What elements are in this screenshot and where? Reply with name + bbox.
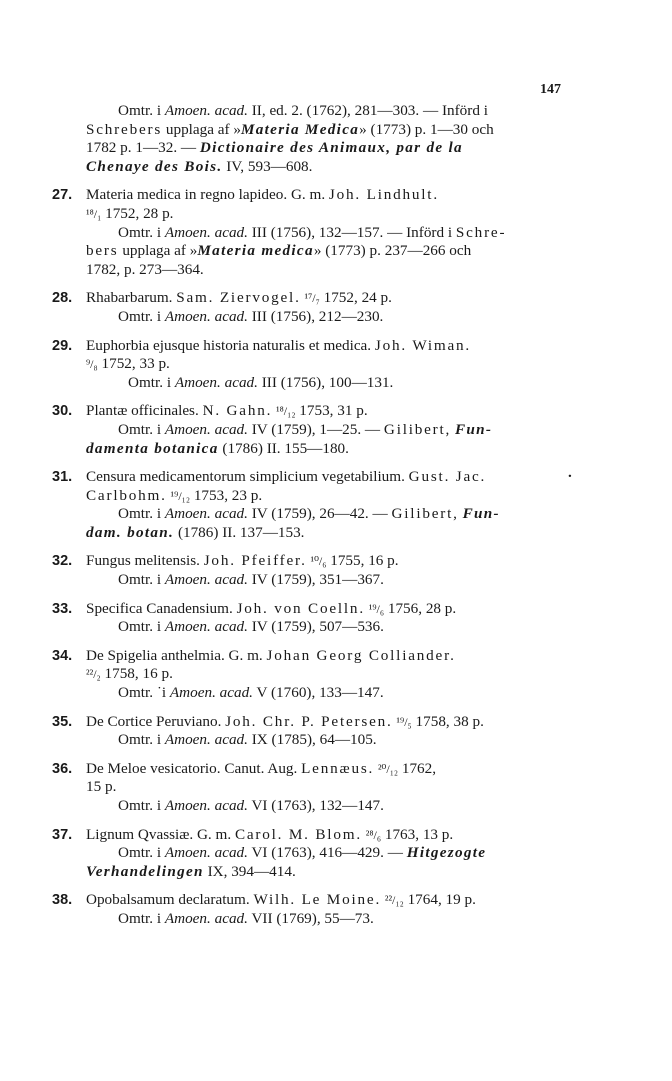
text-run: upplaga af » xyxy=(162,120,241,138)
text-run: Omtr. i xyxy=(118,618,165,636)
list-item xyxy=(52,826,587,882)
text-run: Amoen. acad. xyxy=(164,223,248,241)
text-run: Schre- xyxy=(455,223,507,241)
text-run: VI (1763), 416—429. — xyxy=(247,844,407,862)
text-run: 1763, 13 p. xyxy=(381,825,454,843)
text-run: 1756, 28 p. xyxy=(384,599,457,617)
text-run: Gust. Jac. xyxy=(408,468,487,486)
text-run: III (1756), 212—230. xyxy=(247,307,384,325)
entry-line xyxy=(86,684,587,703)
text-run: Omtr. i xyxy=(118,505,165,523)
text-run: Materia Medica xyxy=(240,120,360,138)
entry-line xyxy=(86,468,587,487)
text-run: Amoen. acad. xyxy=(164,909,248,927)
text-run: ¹⁰/₆ xyxy=(310,554,327,569)
entry-line xyxy=(86,891,587,910)
text-run: IV (1759), 507—536. xyxy=(247,618,384,636)
text-run: ²⁸/₆ xyxy=(365,827,382,842)
entry-line xyxy=(86,205,587,224)
text-run: III (1756), 132—157. — Införd i xyxy=(247,223,456,241)
text-run: Johan Georg Colliander. xyxy=(266,646,456,664)
entry-line xyxy=(86,524,587,543)
text-run: De Cortice Peruviano. xyxy=(86,712,226,730)
list-item xyxy=(52,468,587,542)
text-run: 1755, 16 p. xyxy=(326,552,399,570)
text-run: 1752, 28 p. xyxy=(101,204,174,222)
text-run: Omtr. i xyxy=(118,844,165,862)
text-run: Dictionaire des Animaux, par de la xyxy=(199,139,463,157)
entry-line xyxy=(86,355,587,374)
list-item xyxy=(52,891,587,928)
text-run: VI (1763), 132—147. xyxy=(247,797,384,814)
text-run: Joh. von Coelln. xyxy=(236,599,365,617)
text-run: ¹⁸/₁₂ xyxy=(276,404,296,419)
text-run: Fun- xyxy=(454,420,493,438)
text-run: Joh. Chr. P. Petersen. xyxy=(225,712,393,730)
text-run: ¹⁸/₁ xyxy=(86,206,102,221)
text-run: Euphorbia ejusque historia naturalis et medica. xyxy=(86,336,375,354)
entry-line xyxy=(86,261,587,280)
list-item xyxy=(52,647,587,703)
list-item xyxy=(52,552,587,589)
text-run: Censura medicamentorum simplicium vegetabilium. xyxy=(86,468,409,486)
text-run: 15 p. xyxy=(86,778,117,796)
list-item xyxy=(52,337,587,393)
text-run: ²⁰/₁₂ xyxy=(377,761,399,776)
text-run: Fungus melitensis. xyxy=(86,552,204,570)
text-run: Amoen. acad. xyxy=(164,307,248,325)
list-item xyxy=(52,600,587,637)
text-run: Schrebers xyxy=(86,120,163,138)
text-run: 1764, 19 p. xyxy=(403,891,476,909)
text-run: Joh. Wiman. xyxy=(374,336,472,354)
text-run: Gilibert, xyxy=(391,505,459,523)
text-run: Lignum Qvassiæ. G. m. xyxy=(86,825,235,843)
entry-number: 29. xyxy=(52,337,73,354)
entry-line xyxy=(86,505,587,524)
list-item xyxy=(52,713,587,750)
entry-number: 36. xyxy=(52,760,73,777)
list-item xyxy=(52,102,587,176)
text-run: 1753, 31 p. xyxy=(295,402,368,420)
text-run: Omtr. ˙i xyxy=(118,684,170,702)
entry-line xyxy=(86,778,587,797)
text-run: De Spigelia anthelmia. G. m. xyxy=(86,646,267,664)
entry-number: 31. xyxy=(52,469,73,486)
text-run: ¹⁹/₅ xyxy=(396,714,412,729)
text-run: Chenaye des Bois. xyxy=(86,157,223,175)
entry-line xyxy=(86,552,587,571)
entry-line xyxy=(86,731,587,750)
text-run: Rhabarbarum. xyxy=(86,289,177,307)
entry-number: 28. xyxy=(52,290,73,307)
text-run: Amoen. acad. xyxy=(164,102,248,119)
text-run: ¹⁹/₆ xyxy=(368,601,385,616)
text-run: Carlbohm. xyxy=(86,486,167,504)
text-run: dam. botan. xyxy=(86,523,175,541)
text-run: Omtr. i xyxy=(118,731,165,749)
entry-line xyxy=(86,308,587,327)
text-run: Amoen. acad. xyxy=(164,844,248,862)
entry-line xyxy=(86,186,587,205)
entry-line xyxy=(86,224,587,243)
text-run: V (1760), 133—147. xyxy=(252,684,384,702)
text-run: Joh. Pfeiffer. xyxy=(203,552,307,570)
entry-number: 32. xyxy=(52,553,73,570)
text-run: De Meloe vesicatorio. Canut. Aug. xyxy=(86,759,302,777)
entry-number: 34. xyxy=(52,647,73,664)
text-run: damenta botanica xyxy=(86,439,219,457)
entry-line xyxy=(86,647,587,666)
entry-line xyxy=(86,102,587,121)
entry-line xyxy=(86,487,587,506)
entry-line xyxy=(86,121,587,140)
text-run: Verhandelingen xyxy=(86,862,204,880)
entry-line xyxy=(86,760,587,779)
text-run: ²²/₂ xyxy=(86,667,101,682)
text-run: » (1773) p. 237—266 och xyxy=(313,242,472,260)
text-run: Specifica Canadensium. xyxy=(86,599,237,617)
text-run: Lennæus. xyxy=(301,759,375,777)
text-run: III (1756), 100—131. xyxy=(257,373,394,391)
text-run: Amoen. acad. xyxy=(169,684,253,702)
text-run: Amoen. acad. xyxy=(164,420,248,438)
text-run: 1758, 16 p. xyxy=(100,665,173,683)
text-run: Amoen. acad. xyxy=(164,571,248,589)
text-run: (1786) II. 155—180. xyxy=(218,439,349,457)
text-run: Omtr. i xyxy=(118,307,165,325)
entry-line xyxy=(86,337,587,356)
text-run: bers xyxy=(86,242,119,260)
entry-line xyxy=(86,863,587,882)
text-run: 1758, 38 p. xyxy=(411,712,484,730)
entry-line xyxy=(86,665,587,684)
text-run: II, ed. 2. (1762), 281—303. — Införd i xyxy=(247,102,488,119)
text-run: 1752, 24 p. xyxy=(319,289,392,307)
text-run: Omtr. i xyxy=(118,909,165,927)
entry-number: 38. xyxy=(52,892,73,909)
list-item xyxy=(52,402,587,458)
text-run: ¹⁷/₇ xyxy=(304,291,320,306)
text-run: Sam. Ziervogel. xyxy=(176,289,301,307)
text-run: Materia medica xyxy=(197,242,314,260)
entry-line xyxy=(86,289,587,308)
text-run: ⁹/₈ xyxy=(86,357,98,372)
text-run: 1762, xyxy=(398,759,437,777)
entry-line xyxy=(86,421,587,440)
text-run: Omtr. i xyxy=(118,797,165,814)
text-run: Gilibert, xyxy=(383,420,452,438)
entry-line xyxy=(86,797,587,816)
text-run: Omtr. i xyxy=(128,373,175,391)
entry-line xyxy=(86,374,587,393)
entry-line xyxy=(86,158,587,177)
text-run: ¹⁹/₁₂ xyxy=(170,488,191,503)
text-run: Amoen. acad. xyxy=(164,505,248,523)
entry-number: 33. xyxy=(52,600,73,617)
text-run: IV (1759), 1—25. — xyxy=(247,420,384,438)
text-run: 1752, 33 p. xyxy=(97,355,170,373)
entry-line xyxy=(86,242,587,261)
entry-line xyxy=(86,402,587,421)
text-run: Amoen. acad. xyxy=(164,618,248,636)
entry-line xyxy=(86,910,587,929)
text-run: Wilh. Le Moine. xyxy=(253,891,382,909)
text-run: 1782 p. 1—32. — xyxy=(86,139,200,157)
stray-mark: . xyxy=(568,464,572,481)
text-run: 1782, p. 273—364. xyxy=(86,260,204,278)
text-run: VII (1769), 55—73. xyxy=(247,909,374,927)
text-run: ²²/₁₂ xyxy=(384,893,404,908)
text-run: Joh. Lindhult. xyxy=(328,186,439,204)
text-run: IV (1759), 26—42. — xyxy=(247,505,392,523)
text-run: Omtr. i xyxy=(118,571,165,589)
text-run: Fun- xyxy=(462,505,500,523)
entry-line xyxy=(86,844,587,863)
page-number: 147 xyxy=(540,82,561,97)
text-run: N. Gahn. xyxy=(202,402,273,420)
entry-line xyxy=(86,139,587,158)
text-run: 1753, 23 p. xyxy=(190,486,263,504)
text-run: IX (1785), 64—105. xyxy=(247,731,377,749)
list-item xyxy=(52,760,587,816)
text-run: Omtr. i xyxy=(118,420,165,438)
entry-line xyxy=(86,571,587,590)
bibliography-list xyxy=(52,102,587,929)
text-run: upplaga af » xyxy=(118,242,198,260)
text-run: Hitgezogte xyxy=(406,844,487,862)
text-run: Amoen. acad. xyxy=(164,797,248,814)
entry-line xyxy=(86,713,587,732)
text-run: Opobalsamum declaratum. xyxy=(86,891,254,909)
text-run: IX, 394—414. xyxy=(203,862,296,880)
entry-number: 35. xyxy=(52,713,73,730)
entry-line xyxy=(86,618,587,637)
text-run: Amoen. acad. xyxy=(174,373,258,391)
entry-number: 30. xyxy=(52,403,73,420)
entry-line xyxy=(86,440,587,459)
entry-line xyxy=(86,600,587,619)
text-run: IV, 593—608. xyxy=(222,157,313,175)
text-run: Amoen. acad. xyxy=(164,731,248,749)
list-item xyxy=(52,289,587,326)
text-run: IV (1759), 351—367. xyxy=(247,571,384,589)
text-run: Plantæ officinales. xyxy=(86,402,203,420)
list-item xyxy=(52,186,587,279)
entry-number: 37. xyxy=(52,826,73,843)
text-run: Omtr. i xyxy=(118,102,165,119)
text-run: (1786) II. 137—153. xyxy=(174,523,305,541)
text-run: Omtr. i xyxy=(118,223,165,241)
entry-number: 27. xyxy=(52,187,73,204)
text-run: Materia medica in regno lapideo. G. m. xyxy=(86,186,329,204)
text-run: Carol. M. Blom. xyxy=(234,825,362,843)
text-run: » (1773) p. 1—30 och xyxy=(359,120,494,138)
entry-line xyxy=(86,826,587,845)
